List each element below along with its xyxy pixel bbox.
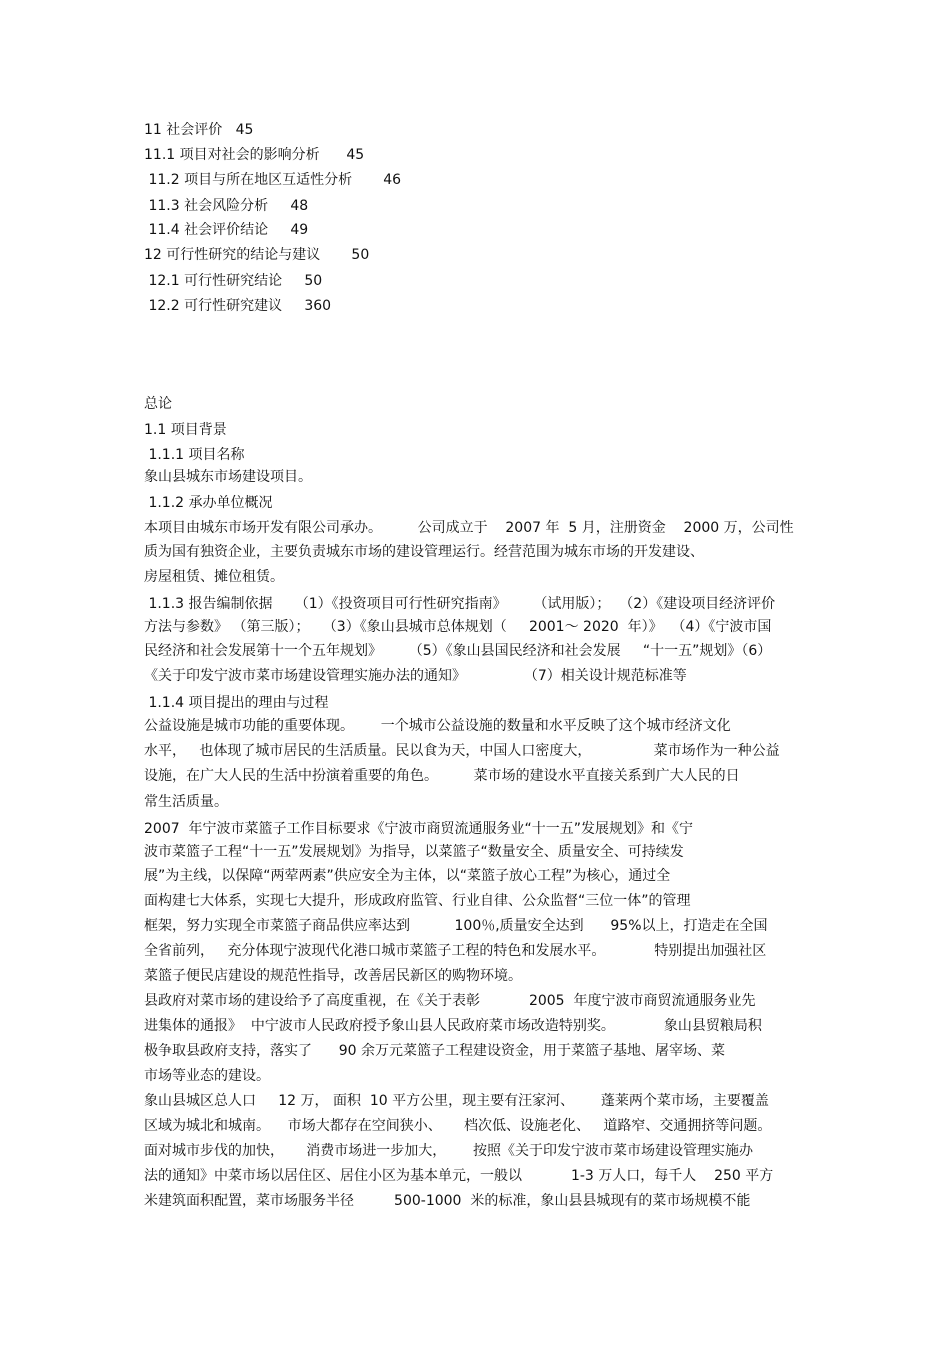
body-line: 房屋租赁、摊位租赁。 (144, 569, 284, 585)
body-line: 菜篮子便民店建设的规范性指导，改善居民新区的购物环境。 (144, 968, 522, 984)
body-line: 全省前列， 充分体现宁波现代化港口城市菜篮子工程的特色和发展水平。 特别提出加强社区 (144, 943, 767, 959)
body-line: 2007 年宁波市菜篮子工作目标要求《宁波市商贸流通服务业“十一五”发展规划》和《宁 (144, 821, 694, 837)
body-line: 设施，在广大人民的生活中扮演着重要的角色。 菜市场的建设水平直接关系到广大人民的日 (144, 768, 740, 784)
body-line: 面构建七大体系，实现七大提升，形成政府监管、行业自律、公众监督“三位一体”的管理 (144, 893, 691, 909)
body-line: 进集体的通报》 中宁波市人民政府授予象山县人民政府菜市场改造特别奖。 象山县贸粮局积 (144, 1018, 762, 1034)
body-line: 质为国有独资企业，主要负责城东市场的建设管理运行。经营范围为城东市场的开发建设、 (144, 544, 704, 560)
body-line: 法的通知》中菜市场以居住区、居住小区为基本单元，一般以 1-3 万人口，每千人 250 平方 (144, 1168, 774, 1184)
body-line: 展”为主线，以保障“两荤两素”供应安全为主体，以“菜篮子放心工程”为核心，通过全 (144, 868, 671, 884)
toc-entry: 12 可行性研究的结论与建议 50 (144, 247, 370, 263)
toc-entry: 11 社会评价 45 (144, 122, 254, 138)
toc-entry: 12.1 可行性研究结论 50 (144, 273, 323, 289)
body-line: 1.1.3 报告编制依据 （1）《投资项目可行性研究指南》 （试用版）； （2）《建设项目经济评价 (144, 596, 776, 612)
body-line: 面对城市步伐的加快， 消费市场进一步加大， 按照《关于印发宁波市菜市场建设管理实施办 (144, 1143, 753, 1159)
toc-entry: 11.3 社会风险分析 48 (144, 198, 309, 214)
body-line: 1.1.1 项目名称 (144, 447, 245, 463)
body-line: 象山县城区总人口 12 万， 面积 10 平方公里，现主要有汪家河、 蓬莱两个菜市场，主要覆盖 (144, 1093, 769, 1109)
body-line: 方法与参数》 （第三版）； （3）《象山县城市总体规划（ 2001～ 2020 年）》 （4）《宁波市国 (144, 619, 772, 635)
body-line: 米建筑面积配置，菜市场服务半径 500-1000 米的标准，象山县县城现有的菜市场规模不能 (144, 1193, 751, 1209)
body-line: 1.1 项目背景 (144, 422, 227, 438)
body-line: 民经济和社会发展第十一个五年规划》 （5）《象山县国民经济和社会发展 “十一五”规划》（6） (144, 643, 772, 659)
section-heading: 总论 (144, 396, 172, 412)
body-line: 1.1.4 项目提出的理由与过程 (144, 695, 329, 711)
body-line: 县政府对菜市场的建设给予了高度重视，在《关于表彰 2005 年度宁波市商贸流通服务业先 (144, 993, 756, 1009)
toc-entry: 11.4 社会评价结论 49 (144, 222, 309, 238)
body-line: 常生活质量。 (144, 794, 228, 810)
body-line: 1.1.2 承办单位概况 (144, 495, 273, 511)
toc-entry: 11.1 项目对社会的影响分析 45 (144, 147, 365, 163)
body-line: 水平， 也体现了城市居民的生活质量。民以食为天，中国人口密度大， 菜市场作为一种公益 (144, 743, 780, 759)
body-line: 象山县城东市场建设项目。 (144, 469, 312, 485)
body-line: 市场等业态的建设。 (144, 1068, 270, 1084)
body-line: 区域为城北和城南。 市场大都存在空间狭小、 档次低、设施老化、 道路窄、交通拥挤等问题。 (144, 1118, 772, 1134)
body-line: 波市菜篮子工程“十一五”发展规划》为指导，以菜篮子“数量安全、质量安全、可持续发 (144, 844, 684, 860)
body-line: 极争取县政府支持，落实了 90 余万元菜篮子工程建设资金，用于菜篮子基地、屠宰场、菜 (144, 1043, 725, 1059)
toc-entry: 12.2 可行性研究建议 360 (144, 298, 332, 314)
body-line: 公益设施是城市功能的重要体现。 一个城市公益设施的数量和水平反映了这个城市经济文化 (144, 718, 731, 734)
body-line: 《关于印发宁波市菜市场建设管理实施办法的通知》 （7）相关设计规范标准等 (144, 668, 687, 684)
body-line: 本项目由城东市场开发有限公司承办。 公司成立于 2007 年 5 月，注册资金 2000 万，公司性 (144, 520, 794, 536)
body-line: 框架，努力实现全市菜篮子商品供应率达到 100％,质量安全达到 95%以上，打造走在全国 (144, 918, 768, 934)
toc-entry: 11.2 项目与所在地区互适性分析 46 (144, 172, 402, 188)
